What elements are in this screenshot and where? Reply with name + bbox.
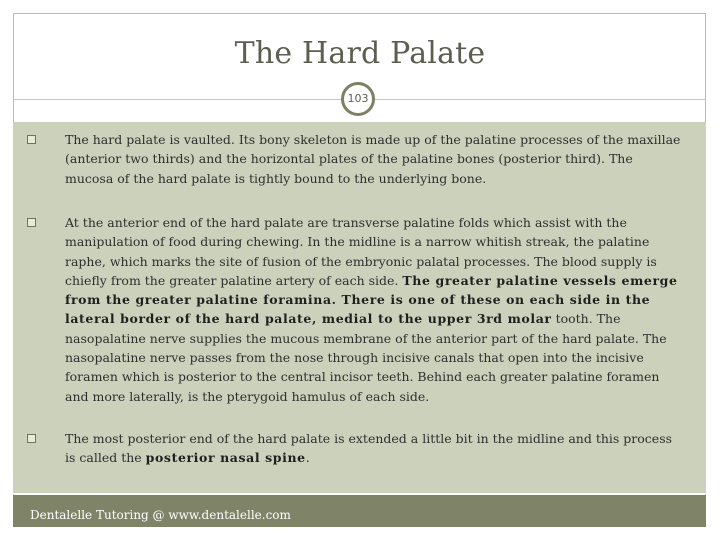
bullet-text-segment: The most posterior end of the hard palate is extended a little bit in the midline and this process is called the (65, 431, 673, 466)
slide-number-badge: 103 (341, 82, 375, 116)
bullet-text (65, 429, 681, 468)
footer-divider (13, 493, 706, 494)
bullet-text (65, 130, 681, 188)
bullet-emphasis-text: The greater palatine vessels emerge from the greater palatine foramina. There is one of these on each side in the lateral border of the hard palate, medial to the upper 3rd molar (65, 272, 678, 327)
bullet-emphasis-text: posterior nasal spine (145, 450, 306, 466)
bullet-square-icon (27, 434, 36, 443)
bullet-text-segment: At the anterior end of the hard palate are transverse palatine folds which assist with the manipulation of food during chewing. In the midline is a narrow whitish streak, the palatine raphe, which marks the site of fusion of the embryonic palatal processes. The blood supply is chiefly from the greater palatine artery of each side. (65, 215, 657, 288)
bullet-text (65, 213, 681, 406)
footer-text: Dentalelle Tutoring @ www.dentalelle.com (30, 508, 291, 522)
bullet-square-icon (27, 218, 36, 227)
bullet-text-segment: tooth. The nasopalatine nerve supplies the mucous membrane of the anterior part of the hard palate. The nasopalatine nerve passes from the nose through incisive canals that open into the incisive foramen which is posterior to the central incisor teeth. Behind each greater palatine foramen and more laterally, is the pterygoid hamulus of each side. (65, 311, 667, 404)
slide-title: The Hard Palate (234, 36, 486, 71)
bullet-square-icon (27, 135, 36, 144)
bullet-text-segment: The hard palate is vaulted. Its bony skeleton is made up of the palatine processes of the maxillae (anterior two thirds) and the horizontal plates of the palatine bones (posterior third). The mucosa of the hard palate is tightly bound to the underlying bone. (65, 132, 681, 186)
bullet-text-segment: . (305, 450, 310, 466)
